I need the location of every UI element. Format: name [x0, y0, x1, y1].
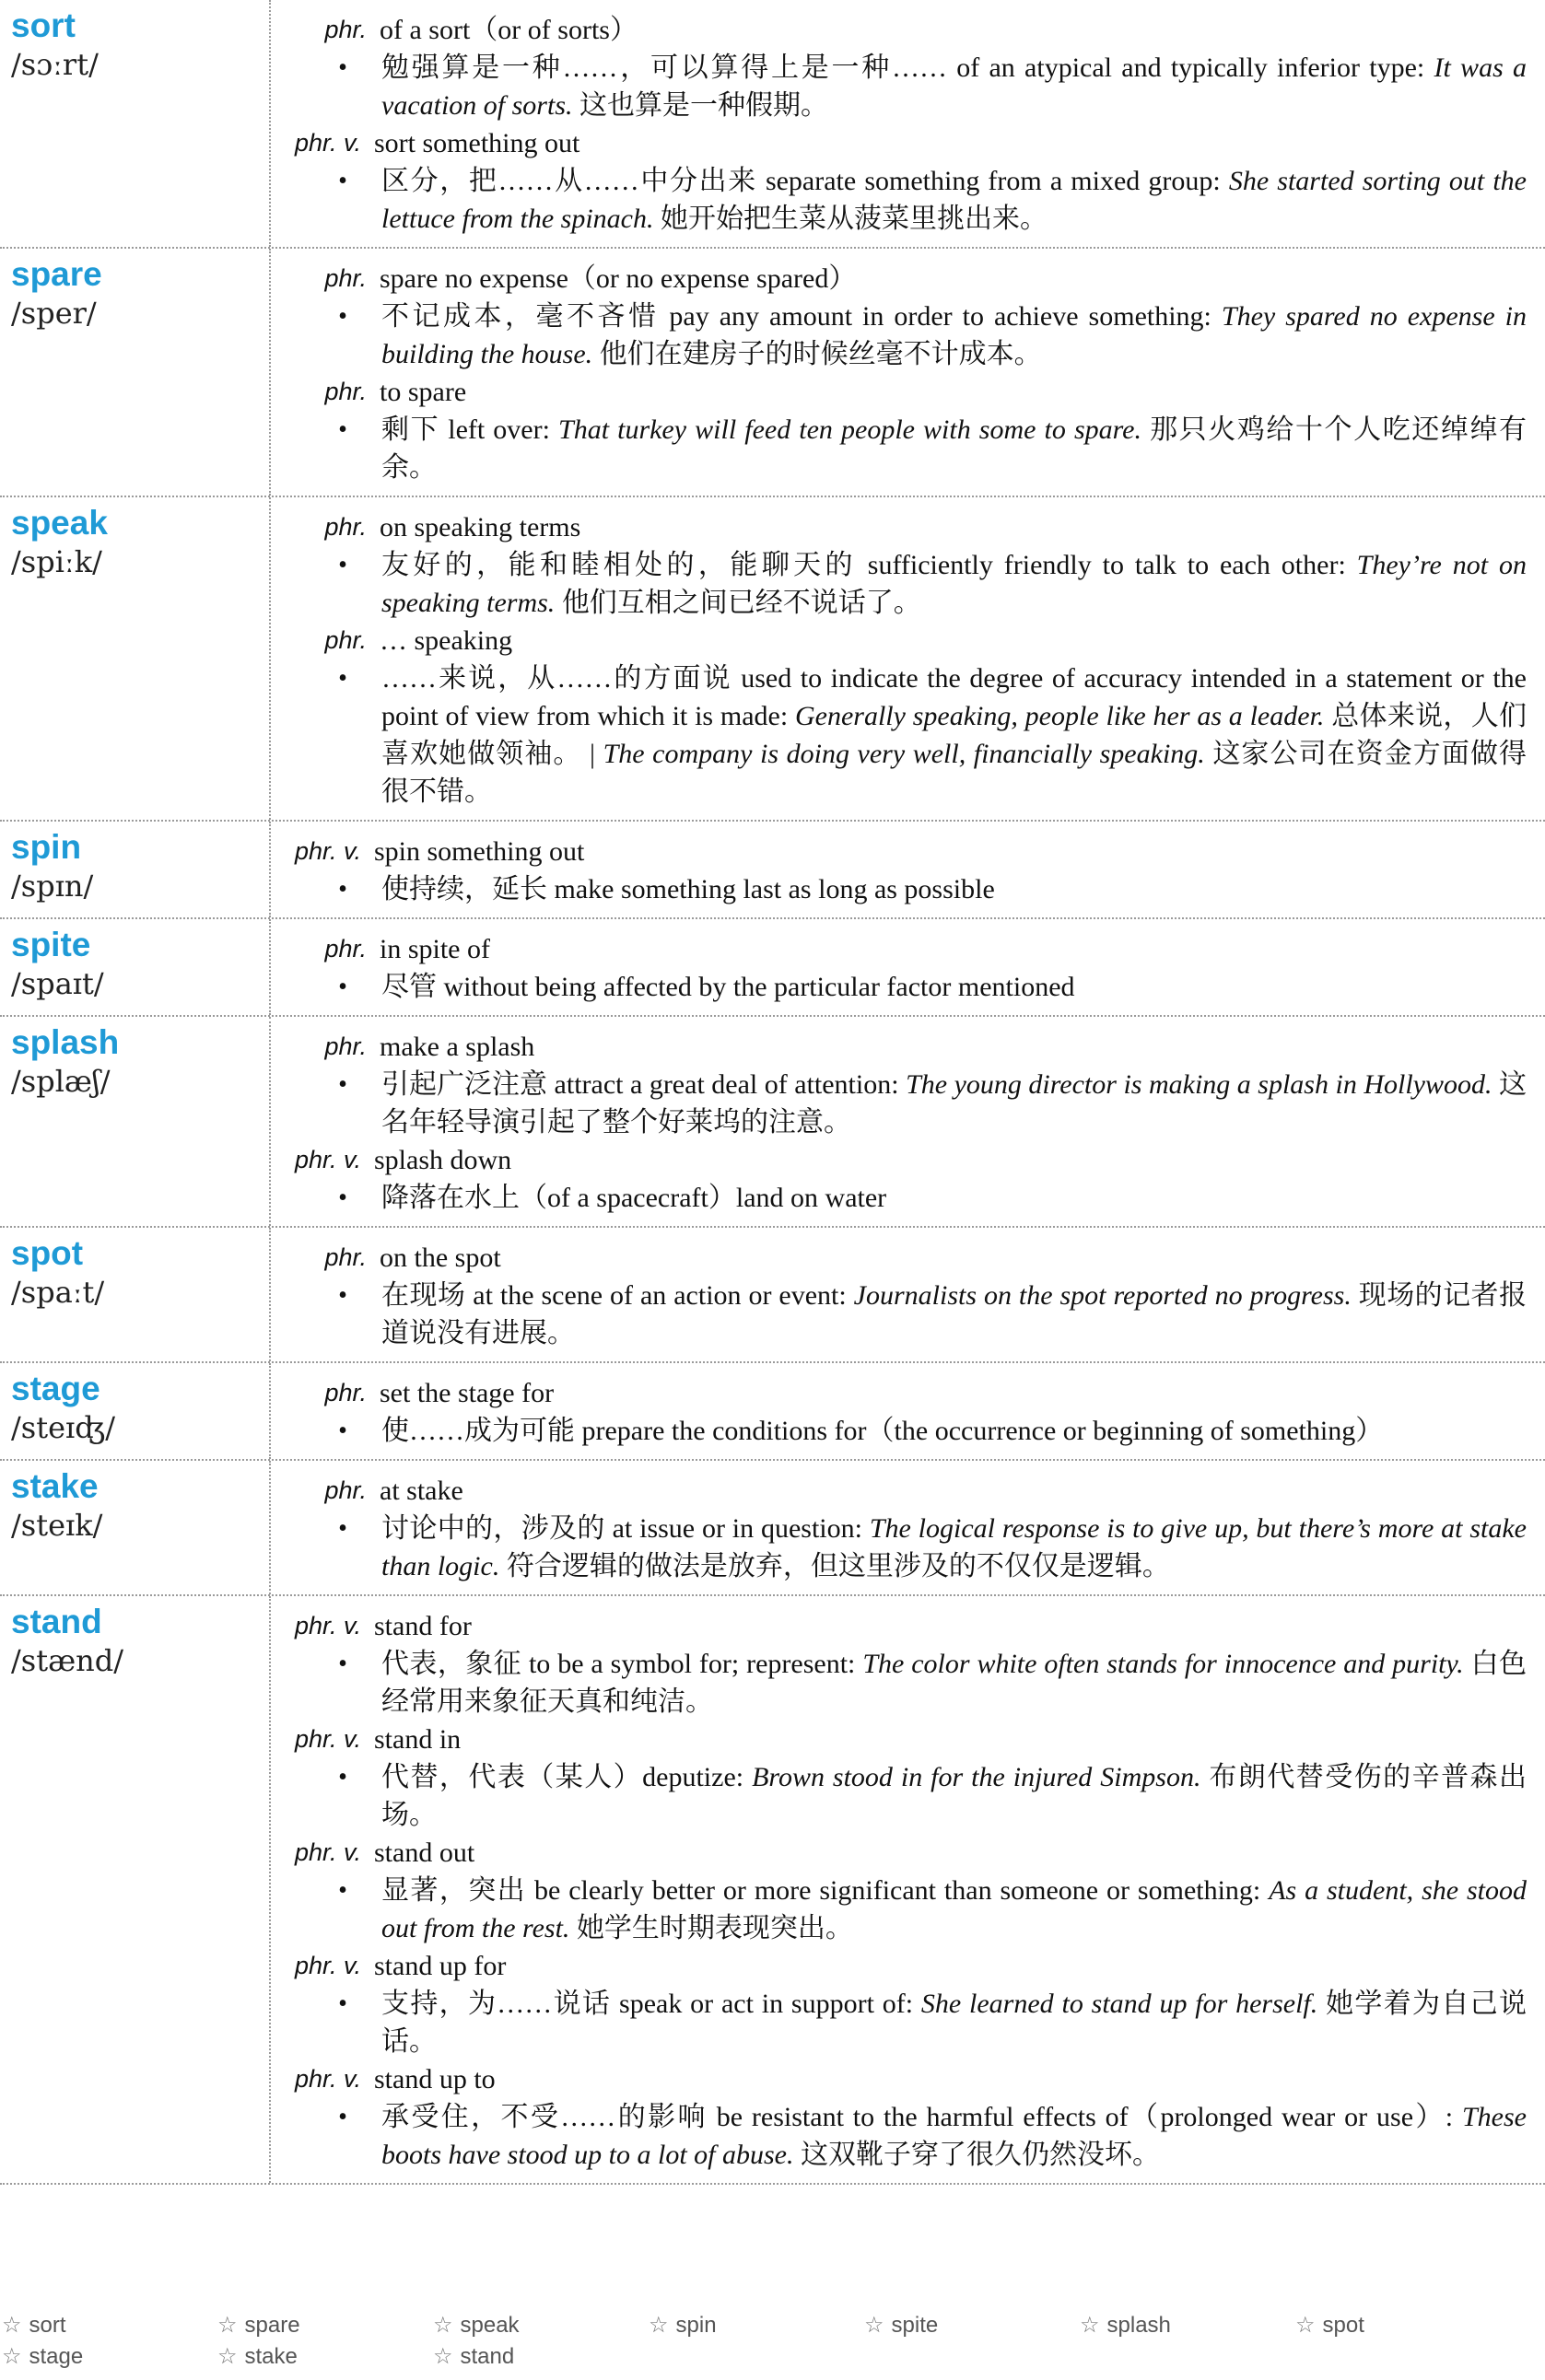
- phrase-line: [271, 1239, 1527, 1277]
- bullet: •: [338, 302, 347, 331]
- phrase: … speaking: [380, 625, 513, 656]
- star-icon: ☆: [433, 2344, 453, 2369]
- definitions-cell: [271, 822, 1545, 917]
- phrase-line: [271, 1374, 1527, 1412]
- definitions-cell: [271, 249, 1545, 496]
- definition: [381, 870, 1527, 908]
- phrase: on the spot: [380, 1242, 501, 1273]
- star-icon: ☆: [217, 2344, 238, 2369]
- phrase: sort something out: [374, 128, 580, 158]
- part-of-speech-label: phr.: [324, 1243, 367, 1271]
- bullet: •: [338, 1650, 347, 1678]
- headword-cell: [0, 0, 271, 247]
- bullet: •: [338, 875, 347, 904]
- headword-cell: [0, 919, 271, 1015]
- headword: spare: [11, 255, 102, 293]
- part-of-speech-label: phr.: [324, 935, 367, 962]
- definition-text: 代表，象征 to be a symbol for; represent:: [381, 1649, 863, 1679]
- example: That turkey will feed ten people with some to spare.: [558, 414, 1142, 445]
- sense-line: [271, 1758, 1527, 1834]
- example: She started sorting out the lettuce from the spinach.: [381, 166, 1527, 234]
- definition: [381, 1985, 1527, 2060]
- definition: [381, 49, 1527, 124]
- entry-spot: [0, 1228, 1545, 1363]
- bullet: •: [338, 1417, 347, 1445]
- pronunciation: /spɪn/: [11, 869, 94, 904]
- definitions-cell: [271, 1017, 1545, 1226]
- phrase: stand up to: [374, 2064, 496, 2094]
- sense-line: [271, 1985, 1527, 2060]
- definition-text: 支持，为……说话 speak or act in support of:: [381, 1989, 921, 2019]
- index-word: splash: [1106, 2313, 1171, 2338]
- phrase: stand up for: [374, 1951, 507, 1981]
- index-link-sort[interactable]: [0, 2312, 216, 2343]
- definition-text: 区分，把……从……中分出来 separate something from a mixed group:: [381, 166, 1229, 196]
- phrase-line: [271, 508, 1527, 546]
- phrase-line: [271, 373, 1527, 411]
- part-of-speech-label: phr.: [324, 626, 367, 654]
- entry-stand: [0, 1596, 1545, 2185]
- index-word: spot: [1322, 2313, 1364, 2338]
- bullet: •: [338, 1763, 347, 1791]
- index-word: stand: [460, 2344, 515, 2369]
- part-of-speech-label: phr. v.: [294, 129, 361, 157]
- sense-line: [271, 1412, 1527, 1450]
- pronunciation: /spiːk/: [11, 544, 102, 579]
- definitions-cell: [271, 1363, 1545, 1459]
- translation: 他们在建房子的时候丝毫不计成本。: [592, 339, 1042, 369]
- phrase-line: [271, 1947, 1527, 1985]
- bullet: •: [338, 551, 347, 579]
- phrase-line: [271, 1028, 1527, 1066]
- index-row: [0, 2312, 1545, 2343]
- example: As a student, she stood out from the rest.: [381, 1875, 1527, 1943]
- example: They spared no expense in building the house.: [381, 301, 1527, 369]
- definition-text: 代替，代表（某人）deputize:: [381, 1762, 753, 1792]
- star-icon: ☆: [433, 2313, 453, 2338]
- star-icon: ☆: [217, 2313, 238, 2338]
- separator: |: [581, 739, 603, 769]
- part-of-speech-label: phr.: [324, 264, 367, 292]
- sense-line: [271, 659, 1527, 811]
- index-word: spin: [675, 2313, 717, 2338]
- sense-line: [271, 546, 1527, 622]
- definitions-cell: [271, 0, 1545, 247]
- headword: spin: [11, 828, 82, 866]
- phrase: to spare: [380, 377, 467, 407]
- index-word: stage: [29, 2344, 84, 2369]
- entry-spare: [0, 249, 1545, 497]
- headword-cell: [0, 1363, 271, 1459]
- phrase-line: [271, 1721, 1527, 1758]
- pronunciation: /stænd/: [11, 1643, 124, 1678]
- bullet: •: [338, 1184, 347, 1212]
- sense-line: [271, 1645, 1527, 1721]
- bullet: •: [338, 415, 347, 444]
- translation: 这双靴子穿了很久仍然没坏。: [793, 2140, 1160, 2170]
- part-of-speech-label: phr. v.: [294, 1952, 361, 1979]
- sense-line: [271, 298, 1527, 373]
- definition: [381, 1412, 1527, 1450]
- pronunciation: /steɪk/: [11, 1508, 103, 1543]
- sense-line: [271, 968, 1527, 1006]
- index-link-speak[interactable]: [431, 2312, 647, 2343]
- pronunciation: /spaːt/: [11, 1275, 105, 1310]
- definitions-cell: [271, 1461, 1545, 1594]
- sense-line: [271, 49, 1527, 124]
- part-of-speech-label: phr.: [324, 1032, 367, 1060]
- translation: 布朗代替受伤的辛普森出场。: [381, 1762, 1527, 1830]
- definition: [381, 1645, 1527, 1721]
- definition-text: ……来说，从……的方面说 used to indicate the degree of accuracy intended in a statement or the point of view from which it is made:: [381, 663, 1527, 731]
- headword-cell: [0, 249, 271, 496]
- definition: [381, 411, 1527, 486]
- entry-sort: [0, 0, 1545, 249]
- phrase: at stake: [380, 1476, 463, 1506]
- star-icon: ☆: [649, 2313, 669, 2338]
- headword: stand: [11, 1603, 102, 1640]
- sense-line: [271, 162, 1527, 238]
- index-link-splash[interactable]: [1078, 2312, 1293, 2343]
- phrase-line: [271, 833, 1527, 870]
- translation: 她学生时期表现突出。: [569, 1913, 853, 1943]
- index-link-spin[interactable]: [647, 2312, 862, 2343]
- index-link-stage[interactable]: [0, 2343, 216, 2374]
- entry-speak: [0, 497, 1545, 822]
- example: The logical response is to give up, but there’s more at stake than logic.: [381, 1513, 1527, 1581]
- translation: 她开始把生菜从菠菜里挑出来。: [653, 204, 1048, 234]
- phrase: set the stage for: [380, 1378, 555, 1408]
- headword-cell: [0, 1461, 271, 1594]
- headword-cell: [0, 1017, 271, 1226]
- translation: 这家公司在资金方面做得很不错。: [381, 739, 1527, 807]
- star-icon: ☆: [2, 2344, 22, 2369]
- headword: spot: [11, 1234, 84, 1272]
- part-of-speech-label: phr.: [324, 1476, 367, 1504]
- index-word: stake: [244, 2344, 298, 2369]
- phrase-line: [271, 124, 1527, 162]
- definition-text: 降落在水上（of a spacecraft）land on water: [381, 1183, 887, 1213]
- index-word: spite: [891, 2313, 939, 2338]
- pronunciation: /sɔːrt/: [11, 47, 99, 82]
- definition-text: 讨论中的，涉及的 at issue or in question:: [381, 1513, 870, 1544]
- part-of-speech-label: phr.: [324, 1379, 367, 1406]
- sense-line: [271, 1066, 1527, 1141]
- phrase: in spite of: [380, 934, 490, 964]
- definition-text: 尽管 without being affected by the particular factor mentioned: [381, 972, 1075, 1002]
- part-of-speech-label: phr. v.: [294, 1612, 361, 1639]
- star-icon: ☆: [1080, 2313, 1100, 2338]
- translation: 他们互相之间已经不说话了。: [555, 588, 921, 618]
- example: They’re not on speaking terms.: [381, 550, 1527, 618]
- phrase-line: [271, 11, 1527, 49]
- part-of-speech-label: phr.: [324, 16, 367, 43]
- bullet: •: [338, 1876, 347, 1905]
- index-word: spare: [244, 2313, 300, 2338]
- headword: stake: [11, 1467, 99, 1505]
- phrase: on speaking terms: [380, 512, 581, 542]
- part-of-speech-label: phr.: [324, 513, 367, 541]
- phrase-line: [271, 260, 1527, 298]
- definition: [381, 546, 1527, 622]
- bullet: •: [338, 1989, 347, 2018]
- entry-spin: [0, 822, 1545, 919]
- phrase: stand for: [374, 1611, 472, 1641]
- definition-text: 使持续，延长 make something last as long as possible: [381, 874, 995, 904]
- index-row: [0, 2343, 1545, 2374]
- pronunciation: /sper/: [11, 296, 97, 331]
- phrase-line: [271, 1472, 1527, 1510]
- part-of-speech-label: phr. v.: [294, 837, 361, 865]
- sense-line: [271, 411, 1527, 486]
- definition: [381, 298, 1527, 373]
- headword: sort: [11, 6, 76, 44]
- headword-cell: [0, 822, 271, 917]
- phrase: spare no expense（or no expense spared）: [380, 263, 857, 294]
- definitions-cell: [271, 497, 1545, 820]
- entry-splash: [0, 1017, 1545, 1228]
- headword: stage: [11, 1370, 100, 1407]
- bullet: •: [338, 664, 347, 693]
- headword-cell: [0, 1228, 271, 1361]
- definition: [381, 1758, 1527, 1834]
- index-link-spot[interactable]: [1293, 2312, 1509, 2343]
- definition: [381, 1179, 1527, 1217]
- bullet: •: [338, 1281, 347, 1310]
- definition: [381, 968, 1527, 1006]
- star-icon: ☆: [864, 2313, 884, 2338]
- definition: [381, 1066, 1527, 1141]
- definition-text: 不记成本，毫不吝惜 pay any amount in order to achieve something:: [381, 301, 1222, 332]
- definitions-cell: [271, 1228, 1545, 1361]
- pronunciation: /spaɪt/: [11, 966, 104, 1001]
- sense-line: [271, 2098, 1527, 2174]
- translation: 现场的记者报道说没有进展。: [381, 1280, 1527, 1348]
- headword: speak: [11, 504, 108, 542]
- sense-line: [271, 870, 1527, 908]
- example: Generally speaking, people like her as a leader.: [794, 701, 1325, 731]
- translation: 白色经常用来象征天真和纯洁。: [381, 1649, 1527, 1717]
- phrase-line: [271, 622, 1527, 659]
- phrase: make a splash: [380, 1032, 535, 1062]
- part-of-speech-label: phr. v.: [294, 1838, 361, 1866]
- definition: [381, 2098, 1527, 2174]
- phrase-line: [271, 1607, 1527, 1645]
- bullet: •: [338, 1070, 347, 1099]
- part-of-speech-label: phr. v.: [294, 1146, 361, 1173]
- part-of-speech-label: phr. v.: [294, 2065, 361, 2093]
- word-index: [0, 2312, 1545, 2374]
- bullet: •: [338, 167, 347, 195]
- definition-text: 剩下 left over:: [381, 414, 559, 445]
- example: The color white often stands for innocence and purity.: [862, 1649, 1464, 1679]
- example: Brown stood in for the injured Simpson.: [752, 1762, 1201, 1792]
- definition-text: 使……成为可能 prepare the conditions for（the occurrence or beginning of something）: [381, 1416, 1384, 1446]
- index-link-spare[interactable]: [216, 2312, 431, 2343]
- bullet: •: [338, 53, 347, 82]
- index-word: speak: [460, 2313, 520, 2338]
- index-link-spite[interactable]: [862, 2312, 1078, 2343]
- phrase: splash down: [374, 1145, 512, 1175]
- entry-spite: [0, 919, 1545, 1017]
- phrase: of a sort（or of sorts）: [380, 15, 638, 45]
- definition-text: 友好的，能和睦相处的，能聊天的 sufficiently friendly to talk to each other:: [381, 550, 1357, 580]
- index-link-stand[interactable]: [431, 2343, 647, 2374]
- definition-text: 引起广泛注意 attract a great deal of attention:: [381, 1069, 907, 1100]
- phrase-line: [271, 1834, 1527, 1872]
- phrase-line: [271, 2060, 1527, 2098]
- star-icon: ☆: [2, 2313, 22, 2338]
- example: She learned to stand up for herself.: [920, 1989, 1318, 2019]
- definition: [381, 1277, 1527, 1352]
- definition: [381, 1510, 1527, 1585]
- headword-cell: [0, 497, 271, 820]
- definition-text: 在现场 at the scene of an action or event:: [381, 1280, 854, 1311]
- entry-stake: [0, 1461, 1545, 1596]
- translation: 符合逻辑的做法是放弃，但这里涉及的不仅仅是逻辑。: [499, 1551, 1170, 1581]
- definitions-cell: [271, 919, 1545, 1015]
- pronunciation: /steɪʤ/: [11, 1410, 116, 1445]
- definition-text: 勉强算是一种……，可以算得上是一种…… of an atypical and typically inferior type:: [381, 52, 1434, 83]
- bullet: •: [338, 1514, 347, 1543]
- definitions-cell: [271, 1596, 1545, 2183]
- pronunciation: /splæʃ/: [11, 1064, 111, 1099]
- part-of-speech-label: phr.: [324, 378, 367, 405]
- example: Journalists on the spot reported no progress.: [853, 1280, 1352, 1311]
- example: These boots have stood up to a lot of abuse.: [381, 2102, 1527, 2170]
- phrase: stand in: [374, 1724, 462, 1755]
- definition: [381, 659, 1527, 811]
- translation: 这名年轻导演引起了整个好莱坞的注意。: [381, 1069, 1527, 1138]
- headword: splash: [11, 1023, 120, 1061]
- translation: 总体来说，人们喜欢她做领袖。: [381, 701, 1527, 769]
- example: It was a vacation of sorts.: [381, 52, 1527, 121]
- sense-line: [271, 1872, 1527, 1947]
- phrase: stand out: [374, 1838, 475, 1868]
- index-link-stake[interactable]: [216, 2343, 431, 2374]
- example: The company is doing very well, financially speaking.: [603, 739, 1205, 769]
- phrase-line: [271, 930, 1527, 968]
- translation: 那只火鸡给十个人吃还绰绰有余。: [381, 414, 1527, 483]
- bullet: •: [338, 973, 347, 1001]
- part-of-speech-label: phr. v.: [294, 1725, 361, 1753]
- headword-cell: [0, 1596, 271, 2183]
- phrase: spin something out: [374, 836, 585, 867]
- definition: [381, 1872, 1527, 1947]
- example: The young director is making a splash in Hollywood.: [906, 1069, 1492, 1100]
- star-icon: ☆: [1295, 2313, 1316, 2338]
- bullet: •: [338, 2103, 347, 2131]
- definition-text: 承受住，不受……的影响 be resistant to the harmful effects of（prolonged wear or use）:: [381, 2102, 1462, 2132]
- translation: 这也算是一种假期。: [572, 90, 828, 121]
- entry-stage: [0, 1363, 1545, 1461]
- sense-line: [271, 1277, 1527, 1352]
- phrase-line: [271, 1141, 1527, 1179]
- sense-line: [271, 1179, 1527, 1217]
- index-word: sort: [29, 2313, 66, 2338]
- definition-text: 显著，突出 be clearly better or more significant than someone or something:: [381, 1875, 1270, 1906]
- definition: [381, 162, 1527, 238]
- sense-line: [271, 1510, 1527, 1585]
- headword: spite: [11, 926, 91, 963]
- translation: 她学着为自己说话。: [381, 1989, 1527, 2057]
